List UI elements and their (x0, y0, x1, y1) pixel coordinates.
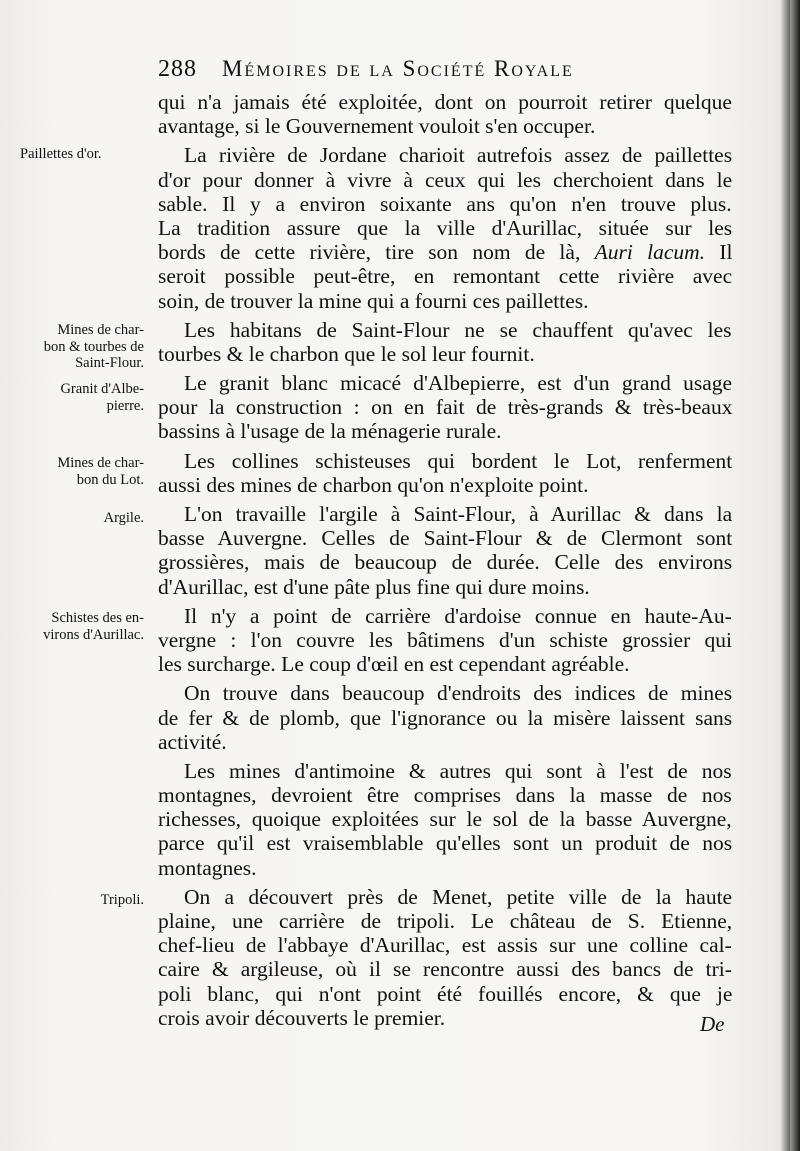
text-line: tourbes & le charbon que le sol leur fournit. (158, 341, 535, 366)
text-line: soin, de trouver la mine qui a fourni ces paillettes. (158, 288, 589, 313)
text-line: basse Auvergne. Celles de Saint-Flour & de Clermont sont (158, 526, 733, 551)
text-line: seroit possible peut-être, en remontant cette rivière avec (158, 264, 733, 289)
text-line: chef-lieu de l'abbaye d'Aurillac, est assis sur une colline cal- (158, 933, 732, 958)
text-line: d'Aurillac, est d'une pâte plus fine qui dure moins. (158, 574, 590, 599)
text-line: La tradition assure que la ville d'Aurillac, située sur les (158, 215, 733, 240)
text-line: La rivière de Jordane charioit autrefois assez de paillettes (184, 143, 733, 168)
text-line: Le granit blanc micacé d'Albepierre, est d'un grand usage (184, 371, 733, 396)
margin-notes (0, 0, 155, 1151)
paragraph (158, 449, 732, 497)
text-line: d'or pour donner à vivre à ceux qui les cherchoient dans le (158, 167, 733, 192)
running-head: Mémoires de la Société Royale (222, 56, 574, 81)
text-line: sable. Il y a environ soixante ans qu'on n'en trouve plus. (158, 191, 732, 216)
margin-note-paillettes: Paillettes d'or. (20, 146, 102, 162)
paragraph (158, 604, 732, 677)
text-line: pour la construction : on en fait de très-grands & très-beaux (158, 395, 733, 420)
text-line: richesses, quoique exploitées sur le sol de la basse Auvergne, (158, 807, 732, 832)
text-line: L'on travaille l'argile à Saint-Flour, à Aurillac & dans la (184, 502, 733, 526)
text-line: Il n'y a point de carrière d'ardoise connue en haute-Au- (184, 603, 732, 628)
margin-note-mines-saint-flour: Mines de char- bon & tourbes de Saint-Flour. (43, 322, 144, 371)
text-line: les surcharge. Le coup d'œil en est cependant agréable. (158, 652, 630, 677)
text-line: On trouve dans beaucoup d'endroits des indices de mines (184, 681, 733, 706)
text-line: bords de cette rivière, tire son nom de là, Auri lacum. Il (158, 240, 733, 265)
text-line: caire & argileuse, où il se rencontre aussi des bancs de tri- (158, 957, 732, 982)
text-line: de fer & de plomb, que l'ignorance ou la misère laissent sans (158, 705, 733, 730)
paragraph (158, 371, 732, 444)
text-line: grossières, mais de beaucoup de durée. Celle des environs (158, 550, 733, 575)
text-line: bassins à l'usage de la ménagerie rurale. (158, 419, 502, 444)
text-line: avantage, si le Gouvernement vouloit s'en occuper. (158, 114, 596, 139)
paragraph (158, 90, 732, 138)
text-line: poli blanc, qui n'ont point été fouillés encore, & que je (158, 981, 733, 1006)
text-line: aussi des mines de charbon qu'on n'exploite point. (158, 472, 589, 497)
text-line: Les habitans de Saint-Flour ne se chauffent qu'avec les (184, 317, 732, 342)
book-spine-shadow (790, 0, 800, 1151)
text-line: crois avoir découverts le premier. (158, 1005, 446, 1030)
paragraph (158, 885, 732, 1030)
page-header (158, 56, 718, 90)
margin-note-granit: Granit d'Albe- pierre. (60, 381, 144, 414)
margin-note-argile: Argile. (103, 510, 144, 526)
text-line: montagnes, devroient être comprises dans la masse de nos (158, 783, 732, 808)
text-line: parce qu'il est vraisemblable qu'elles sont un produit de nos (158, 831, 733, 856)
margin-note-tripoli: Tripoli. (100, 892, 144, 908)
body-text (158, 90, 732, 1030)
page-number: 288 (158, 56, 197, 82)
paragraph (158, 318, 732, 366)
text-line: On a découvert près de Menet, petite ville de la haute (184, 884, 733, 909)
paragraph (158, 502, 732, 599)
text-line: qui n'a jamais été exploitée, dont on pourroit retirer quelque (158, 90, 732, 114)
text-line: plaine, une carrière de tripoli. Le château de S. Etienne, (158, 909, 733, 933)
text-line: activité. (158, 729, 227, 754)
text-line: vergne : l'on couvre les bâtimens d'un schiste grossier qui (158, 627, 732, 652)
text-line: montagnes. (158, 855, 257, 880)
margin-note-mines-lot: Mines de char- bon du Lot. (57, 455, 144, 488)
text-line: Les mines d'antimoine & autres qui sont à l'est de nos (184, 758, 732, 783)
catchword: De (700, 1012, 725, 1036)
text-line: Les collines schisteuses qui bordent le Lot, renferment (184, 448, 733, 473)
margin-note-schistes: Schistes des en- virons d'Aurillac. (43, 610, 144, 643)
paragraph (158, 759, 732, 880)
paragraph (158, 681, 732, 754)
paragraph (158, 143, 732, 312)
